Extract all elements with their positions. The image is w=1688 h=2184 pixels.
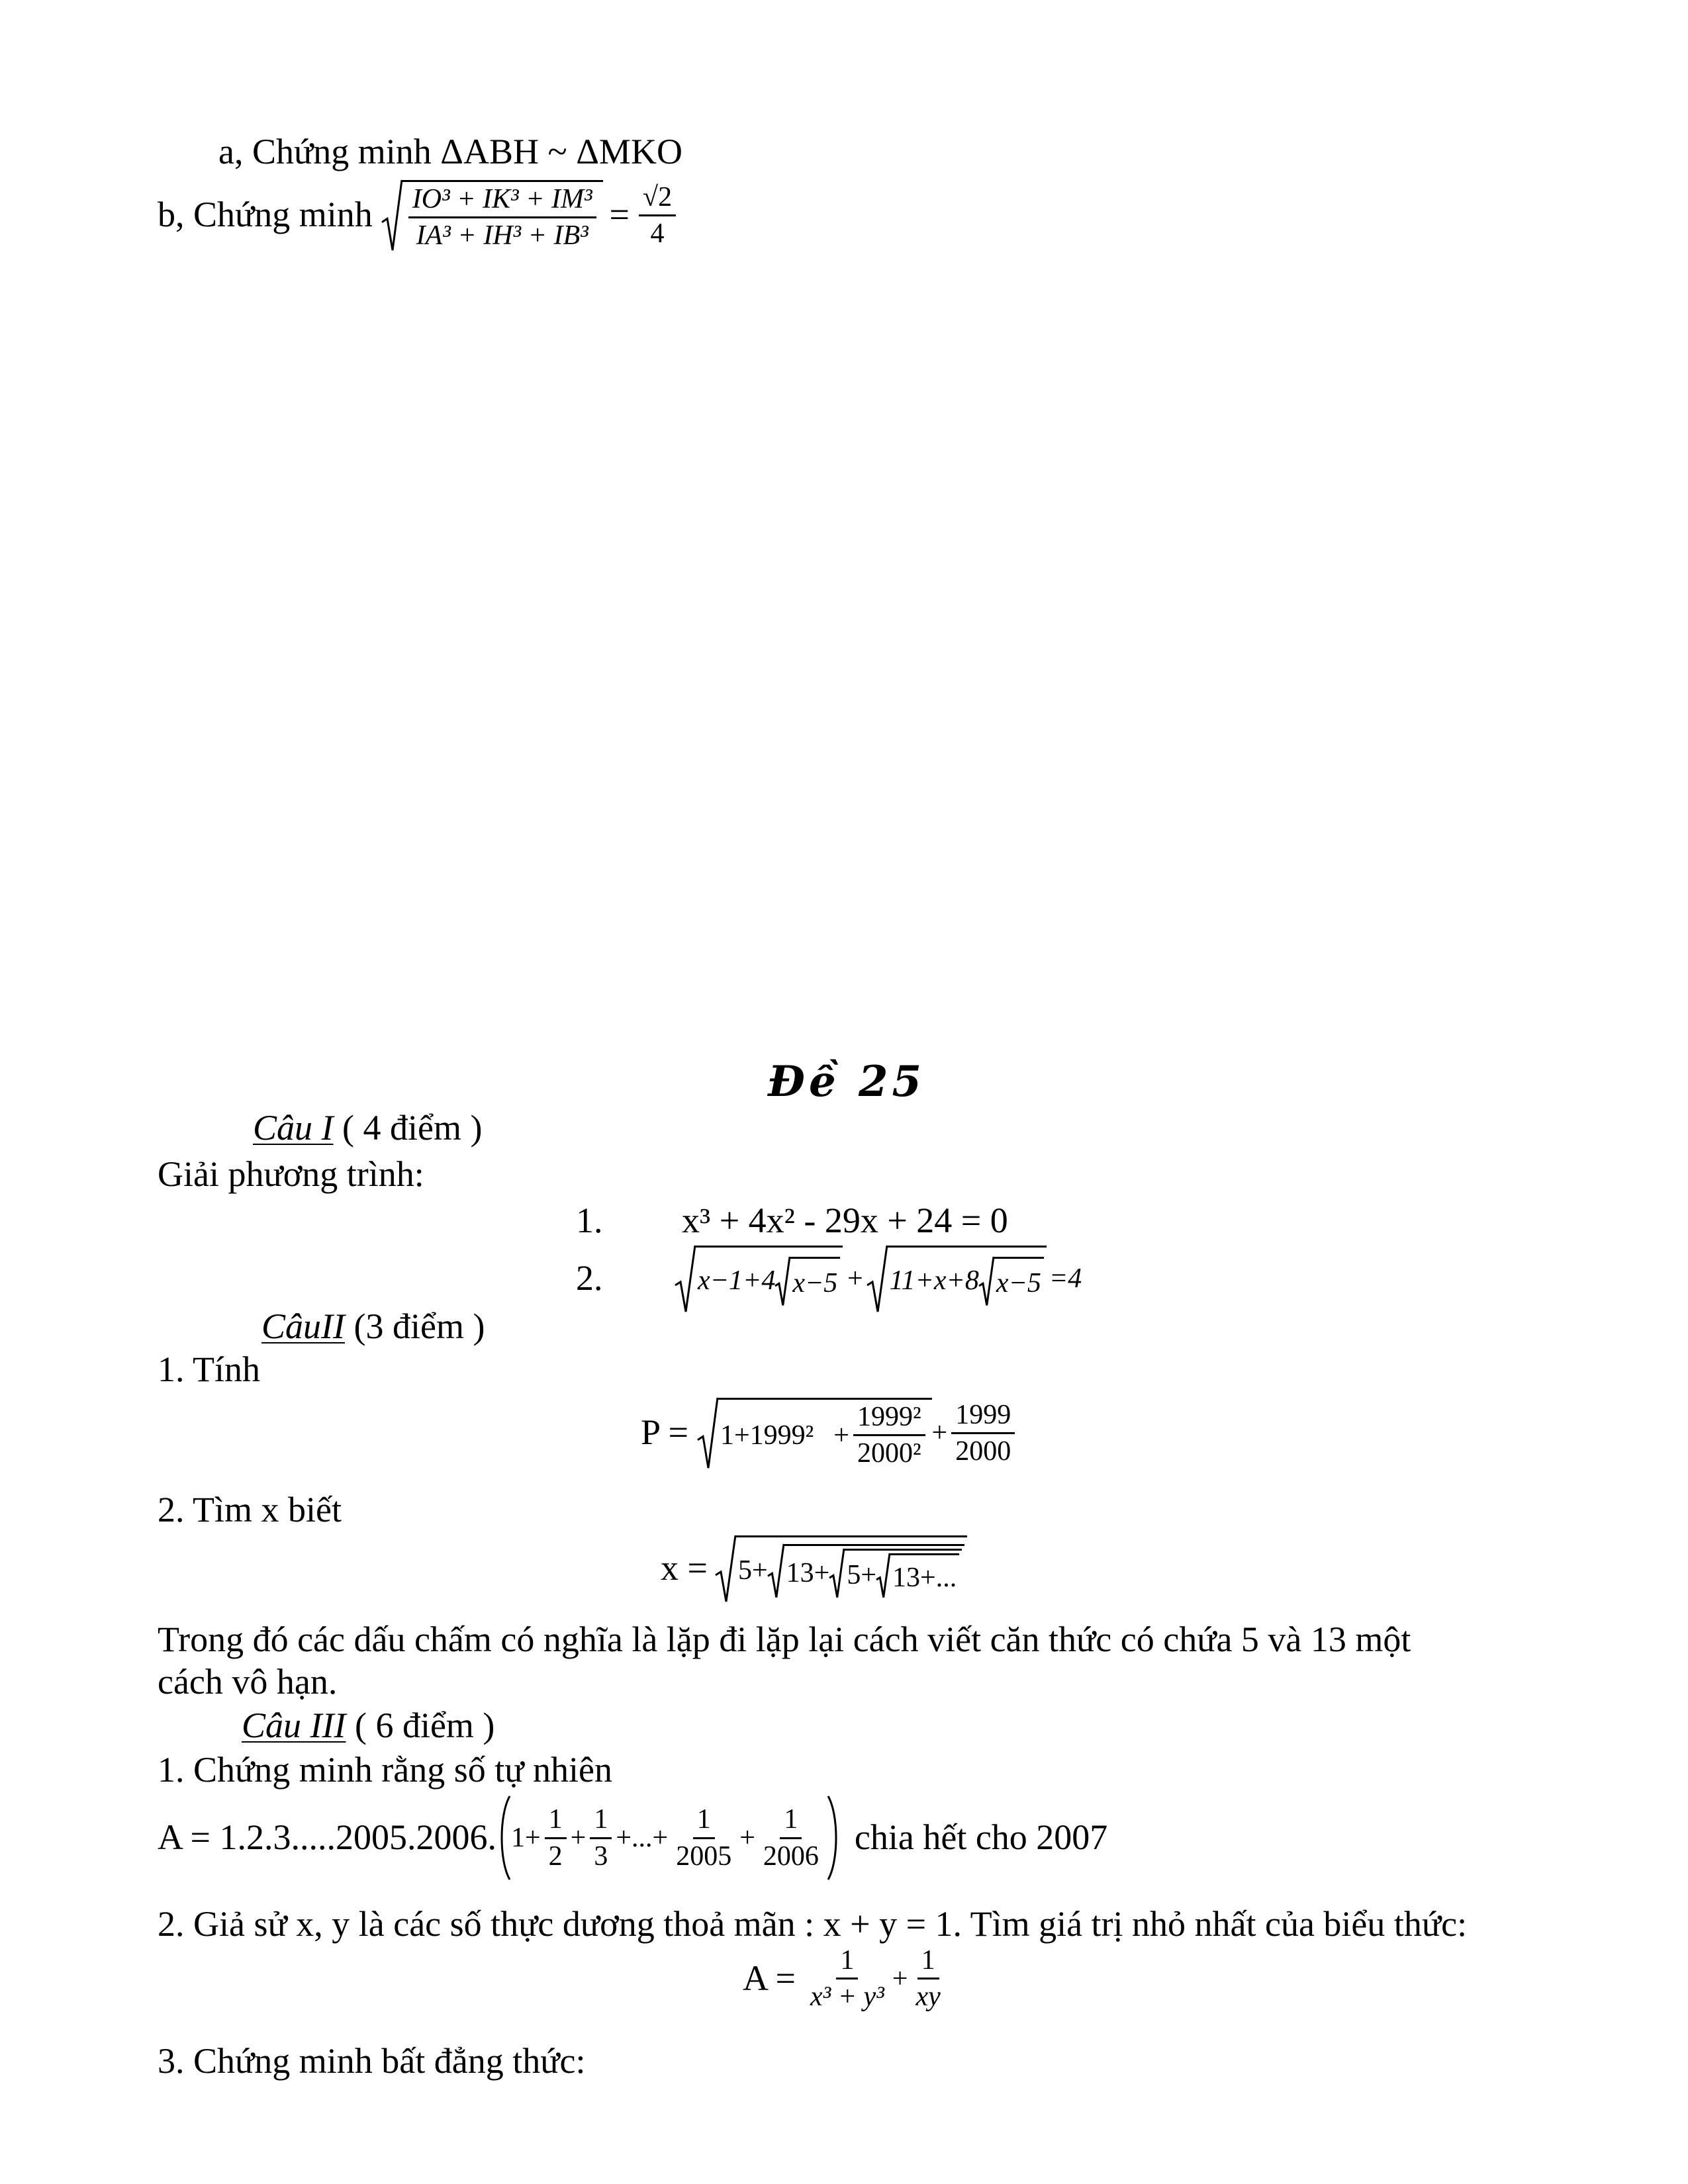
eq2-root-2 — [867, 1246, 1047, 1312]
cau2-q2: 2. Tìm x biết — [158, 1490, 342, 1529]
eq2-root-2-text: 11+x+8 — [889, 1265, 979, 1297]
a-frac-3 — [672, 1805, 735, 1870]
x-term-3: 5+ — [847, 1560, 877, 1591]
part-b-fraction — [408, 185, 596, 250]
x-term-1: 5+ — [737, 1555, 768, 1586]
a-dots: +...+ — [616, 1822, 669, 1853]
p-fraction-2 — [951, 1400, 1015, 1466]
cau2-header — [261, 1307, 485, 1346]
part-b-rhs — [639, 183, 676, 248]
part-b-equals: = — [609, 195, 630, 235]
eq2-plus: + — [845, 1263, 865, 1294]
cau2-note-line-2: cách vô hạn. — [158, 1662, 338, 1702]
x-term-4: 13+... — [890, 1553, 959, 1598]
b-frac-1 — [806, 1946, 888, 2011]
a-frac-1-den: 2 — [548, 1841, 563, 1872]
x-root-3 — [829, 1549, 962, 1598]
right-paren-icon — [827, 1795, 841, 1881]
eq2-root-1-inner — [775, 1257, 840, 1305]
a-one: 1+ — [510, 1822, 541, 1853]
cau1-header — [253, 1109, 482, 1148]
x-label: x = — [661, 1548, 708, 1588]
cau3-q1: 1. Chứng minh rằng số tự nhiên — [158, 1750, 612, 1790]
part-b-numerator: IO³ + IK³ + IM³ — [408, 185, 596, 218]
b-label: A = — [743, 1958, 796, 1998]
exam-title: Đề 25 — [768, 1057, 925, 1107]
p-plus: + — [833, 1420, 849, 1451]
a-plus-1: + — [570, 1822, 586, 1853]
a-frac-1-num: 1 — [545, 1805, 567, 1839]
p-fraction-2-num: 1999 — [951, 1400, 1015, 1434]
b-frac-2-den: xy — [915, 1981, 941, 2013]
a-frac-4-num: 1 — [780, 1805, 802, 1839]
p-fraction-1-den: 2000² — [857, 1438, 921, 1469]
p-fraction-1 — [853, 1402, 925, 1468]
part-b-line — [158, 180, 680, 250]
cau2-heading: CâuII — [261, 1306, 345, 1346]
eq2-root-1-inner-text: x−5 — [790, 1257, 840, 1305]
cau3-q3: 3. Chứng minh bất đẳng thức: — [158, 2041, 586, 2081]
cau1-points: ( 4 điểm ) — [333, 1108, 483, 1148]
part-b-root — [382, 180, 603, 250]
cau3-a-formula — [158, 1795, 1107, 1881]
radical-sign-icon — [675, 1246, 695, 1312]
cau2-x-formula — [661, 1535, 967, 1602]
x-root-4 — [876, 1553, 959, 1598]
cau3-q2: 2. Giả sử x, y là các số thực dương thoả mãn : x + y = 1. Tìm giá trị nhỏ nhất của biểu thức: — [158, 1904, 1468, 1944]
eq2-root-2-inner-text: x−5 — [994, 1257, 1044, 1305]
eq2-root-1 — [675, 1246, 843, 1312]
part-b-rhs-den: 4 — [650, 218, 665, 249]
a-frac-2-num: 1 — [590, 1805, 612, 1839]
a-frac-2-den: 3 — [594, 1841, 608, 1872]
p-root — [698, 1398, 932, 1468]
radical-sign-icon — [716, 1535, 735, 1602]
x-root-2 — [768, 1544, 965, 1598]
cau1-heading: Câu I — [253, 1108, 334, 1148]
part-b-label: b, Chứng minh — [158, 195, 373, 235]
part-a-line — [218, 132, 682, 171]
a-sum — [511, 1805, 827, 1870]
b-frac-2 — [912, 1946, 944, 2011]
left-paren-icon — [496, 1795, 511, 1881]
eq2-root-2-inner — [979, 1257, 1044, 1305]
radical-sign-icon — [382, 180, 402, 250]
p-fraction-1-num: 1999² — [853, 1402, 925, 1436]
cau3-points: ( 6 điểm ) — [346, 1706, 495, 1745]
cau1-eq1-number: 1. — [576, 1201, 603, 1240]
a-frac-1 — [545, 1805, 567, 1870]
p-label: P = — [641, 1412, 688, 1453]
radical-sign-icon — [775, 1257, 790, 1305]
p-plus-2: + — [931, 1418, 948, 1448]
b-plus: + — [892, 1963, 908, 1994]
cau3-heading: Câu III — [242, 1706, 346, 1745]
a-frac-2 — [590, 1805, 612, 1870]
a-plus-2: + — [739, 1822, 755, 1853]
radical-sign-icon — [867, 1246, 887, 1312]
radical-sign-icon — [829, 1549, 844, 1598]
eq2-rhs: =4 — [1049, 1263, 1082, 1294]
x-root-1 — [716, 1535, 967, 1602]
cau3-b-formula — [743, 1946, 949, 2011]
cau1-eq2 — [675, 1246, 1082, 1312]
b-frac-2-num: 1 — [917, 1946, 939, 1979]
p-inner: 1+1999² — [720, 1420, 814, 1451]
eq2-root-1-text: x−1+4 — [698, 1265, 776, 1297]
radical-sign-icon — [876, 1553, 890, 1598]
a-frac-4-den: 2006 — [763, 1841, 819, 1872]
radical-sign-icon — [698, 1398, 718, 1468]
radical-sign-icon — [768, 1544, 784, 1598]
part-b-rhs-num: √2 — [639, 183, 676, 216]
a-frac-4 — [759, 1805, 823, 1870]
cau2-q1: 1. Tính — [158, 1349, 261, 1389]
part-a-text: a, Chứng minh ΔABH ~ ΔMKO — [218, 132, 682, 171]
cau2-p-formula — [641, 1398, 1019, 1468]
p-fraction-2-den: 2000 — [955, 1435, 1011, 1467]
cau3-header — [242, 1706, 494, 1745]
a-frac-3-den: 2005 — [676, 1841, 732, 1872]
x-term-2: 13+ — [786, 1557, 830, 1588]
part-b-denominator: IA³ + IH³ + IB³ — [416, 220, 588, 251]
a-tail: chia hết cho 2007 — [854, 1817, 1108, 1858]
cau2-points: (3 điểm ) — [344, 1306, 485, 1346]
cau1-eq2-number: 2. — [576, 1258, 603, 1298]
cau2-note-line-1: Trong đó các dấu chấm có nghĩa là lặp đi lặp lại cách viết căn thức có chứa 5 và 13 một — [158, 1619, 1411, 1659]
a-frac-3-num: 1 — [693, 1805, 715, 1839]
cau1-intro: Giải phương trình: — [158, 1154, 424, 1194]
a-label: A = 1.2.3.....2005.2006. — [158, 1817, 496, 1858]
b-frac-1-num: 1 — [836, 1946, 858, 1979]
radical-sign-icon — [979, 1257, 994, 1305]
cau1-eq1: x³ + 4x² - 29x + 24 = 0 — [682, 1201, 1008, 1240]
b-frac-1-den: x³ + y³ — [810, 1981, 884, 2013]
